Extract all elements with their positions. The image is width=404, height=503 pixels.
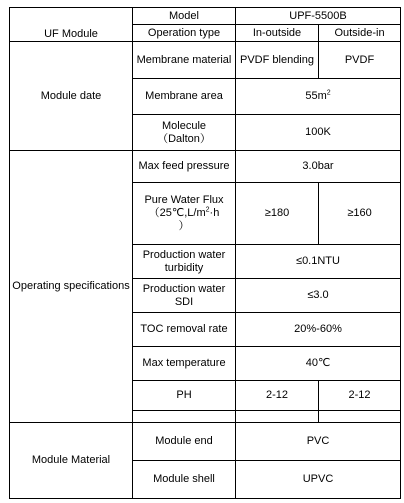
- molecule-value: 100K: [236, 115, 401, 151]
- membrane-material-label: Membrane material: [133, 42, 236, 79]
- table-row: [10, 151, 401, 183]
- model-label: Model: [133, 8, 236, 25]
- operation-type-out: Outside-in: [319, 25, 401, 42]
- ph-out: 2-12: [319, 381, 401, 411]
- max-feed-pressure-label: Max feed pressure: [133, 151, 236, 183]
- model-value: UPF-5500B: [236, 8, 401, 25]
- water-sdi-label: Production water SDI: [133, 279, 236, 313]
- empty-cell: [236, 411, 319, 423]
- uf-module-spec-table: [9, 7, 401, 499]
- empty-cell: [133, 411, 236, 423]
- flux-label-line-1: Pure Water Flux: [144, 194, 224, 206]
- max-feed-pressure-value: 3.0bar: [236, 151, 401, 183]
- module-date-label: Module date: [10, 42, 133, 151]
- operating-specifications-label: Operating specifications: [10, 151, 133, 423]
- toc-removal-value: 20%-60%: [236, 313, 401, 347]
- module-shell-value: UPVC: [236, 461, 401, 499]
- operation-type-in: In-outside: [236, 25, 319, 42]
- water-turbidity-value: ≤0.1NTU: [236, 245, 401, 279]
- membrane-area-number: 55m: [305, 90, 327, 102]
- uf-module-label: UF Module: [10, 8, 133, 42]
- module-material-label: Module Material: [10, 423, 133, 499]
- pure-water-flux-out: ≥160: [319, 183, 401, 245]
- max-temperature-value: 40℃: [236, 347, 401, 381]
- pure-water-flux-in: ≥180: [236, 183, 319, 245]
- membrane-area-value: [236, 79, 401, 115]
- empty-cell: [319, 411, 401, 423]
- table-row: [10, 423, 401, 461]
- molecule-label: [133, 115, 236, 151]
- pure-water-flux-label: [133, 183, 236, 245]
- membrane-material-in: PVDF blending: [236, 42, 319, 79]
- membrane-area-superscript: 2: [326, 89, 331, 97]
- ph-in: 2-12: [236, 381, 319, 411]
- water-turbidity-label: Production water turbidity: [133, 245, 236, 279]
- membrane-area-label: Membrane area: [133, 79, 236, 115]
- flux-label-superscript: 2: [205, 206, 210, 214]
- table-row: [10, 42, 401, 79]
- module-end-label: Module end: [133, 423, 236, 461]
- spec-table-container: [9, 7, 401, 499]
- toc-removal-label: TOC removal rate: [133, 313, 236, 347]
- module-end-value: PVC: [236, 423, 401, 461]
- operation-type-label: Operation type: [133, 25, 236, 42]
- module-shell-label: Module shell: [133, 461, 236, 499]
- molecule-label-text: Molecule: [161, 119, 207, 132]
- table-row: [10, 8, 401, 25]
- flux-label-line-2: （25℃,L/m: [148, 207, 206, 219]
- flux-label-line-3: ）: [178, 220, 190, 232]
- water-sdi-value: ≤3.0: [236, 279, 401, 313]
- membrane-material-out: PVDF: [319, 42, 401, 79]
- max-temperature-label: Max temperature: [133, 347, 236, 381]
- flux-label-line-2-end: ·h: [209, 207, 220, 219]
- molecule-unit: （Dalton）: [157, 132, 211, 145]
- ph-label: PH: [133, 381, 236, 411]
